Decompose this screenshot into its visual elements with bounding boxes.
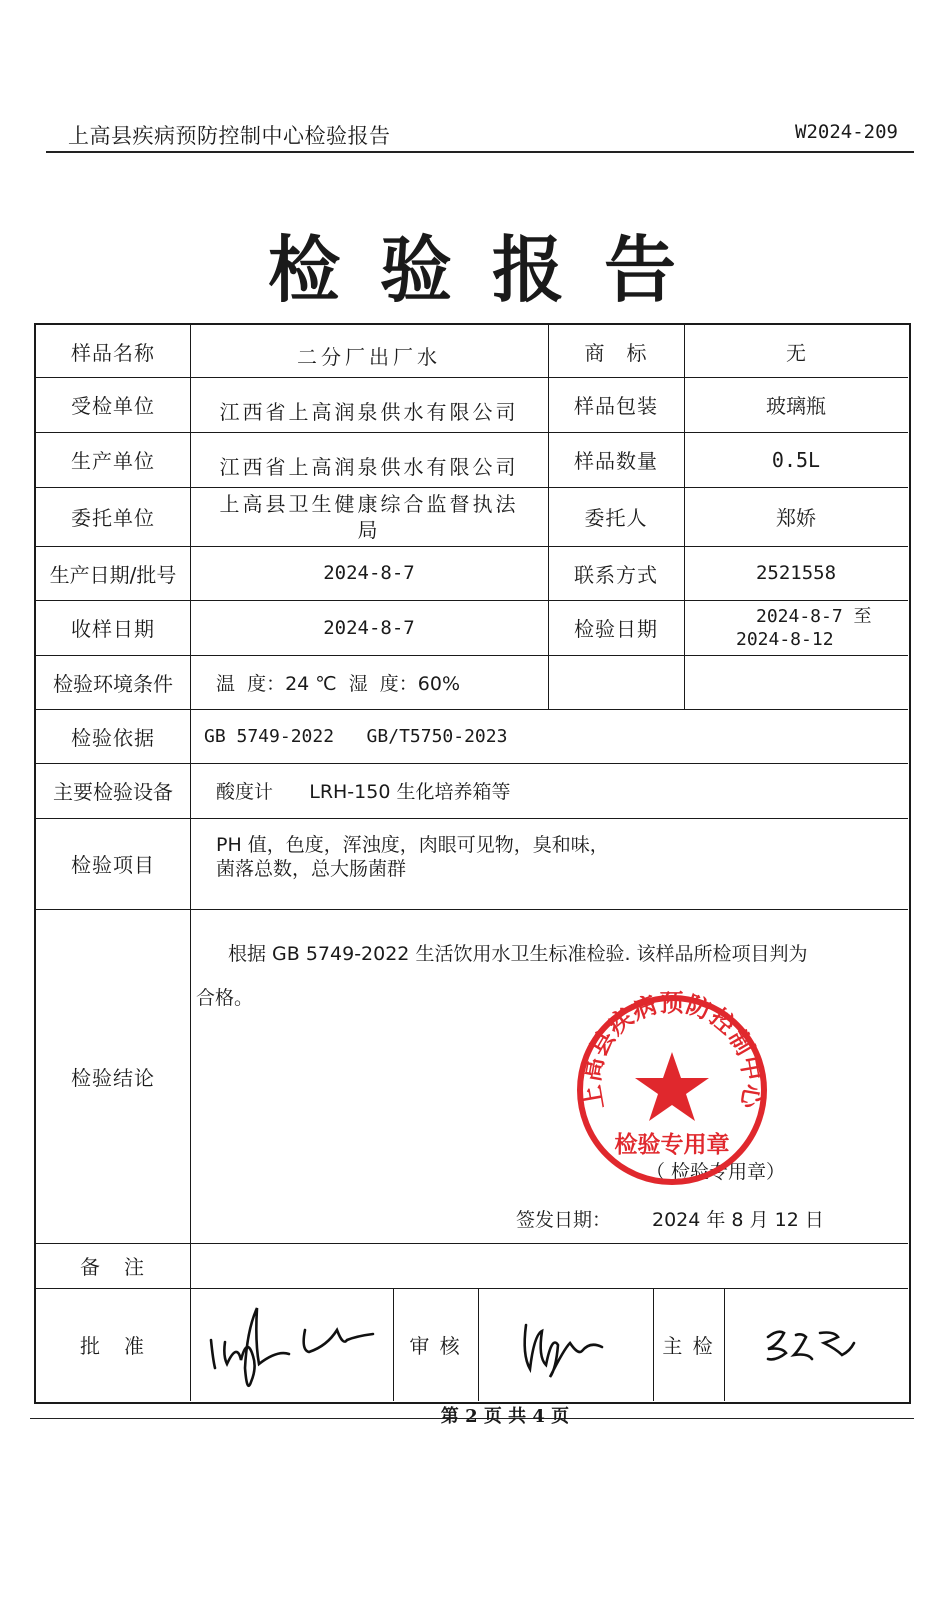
- equipment-value: 酸度计 LRH-150 生化培养箱等: [216, 781, 511, 803]
- contact-value: 2521558: [755, 562, 837, 584]
- inspector-signature: [724, 1288, 904, 1401]
- basis-value: GB 5749-2022 GB/T5750-2023: [204, 725, 508, 747]
- seal-text-top: 上高县疾病预防控制中心: [577, 990, 767, 1112]
- environment-label: 检验环境条件: [53, 671, 173, 696]
- official-seal: [572, 990, 772, 1190]
- items-line1: PH 值，色度，浑浊度，肉眼可见物，臭和味，: [216, 834, 609, 856]
- report-table: [34, 323, 911, 1404]
- issue-date-value: 2024 年 8 月 12 日: [652, 1208, 824, 1231]
- receive-date-value: 2024-8-7: [323, 616, 415, 639]
- packaging-value: 玻璃瓶: [766, 394, 826, 418]
- approve-signature: [190, 1288, 393, 1401]
- quantity-label: 样品数量: [574, 449, 658, 473]
- conclusion-text-line2: 合格。: [196, 986, 254, 1009]
- sample-name-value: 二分厂出厂水: [297, 344, 441, 369]
- inspector-label: 主 检: [662, 1334, 715, 1358]
- remarks-value: [190, 1243, 908, 1288]
- inspected-unit-label: 受检单位: [71, 394, 155, 418]
- inspected-unit-value: 江西省上高润泉供水有限公司: [219, 400, 519, 424]
- test-date-value: [684, 600, 908, 655]
- conclusion-label: 检验结论: [71, 1065, 155, 1090]
- entrusting-unit-value: [190, 487, 548, 546]
- report-number: W2024-209: [795, 121, 898, 143]
- basis-label: 检验依据: [71, 725, 155, 750]
- packaging-label: 样品包装: [574, 394, 658, 418]
- star-icon: [635, 1052, 709, 1121]
- environment-value: 温 度：24 ℃ 湿 度：60%: [216, 672, 461, 695]
- page-number: 第 2 页 共 4 页: [440, 1406, 570, 1427]
- items-value: [216, 833, 896, 881]
- org-report-header: 上高县疾病预防控制中心检验报告: [68, 124, 391, 148]
- client-label: 委托人: [584, 506, 648, 530]
- remarks-label: 备 注: [80, 1255, 146, 1279]
- test-date-label: 检验日期: [574, 617, 658, 641]
- issue-date-label: 签发日期：: [516, 1208, 612, 1231]
- sample-name-label: 样品名称: [71, 340, 155, 365]
- trademark-value: 无: [786, 340, 806, 365]
- prod-date-value: 2024-8-7: [323, 562, 415, 584]
- test-date-line1: 2024-8-7 至: [756, 605, 872, 627]
- items-label: 检验项目: [71, 853, 155, 877]
- review-label: 审 核: [409, 1334, 462, 1358]
- entrusting-unit-line1: 上高县卫生健康综合监督执法: [219, 491, 519, 516]
- quantity-value: 0.5L: [771, 447, 821, 472]
- producer-value: 江西省上高润泉供水有限公司: [219, 455, 519, 479]
- header-divider: [46, 151, 914, 153]
- contact-label: 联系方式: [574, 562, 658, 587]
- page-title: 检验报告: [267, 227, 716, 312]
- entrusting-unit-line2: 局: [357, 517, 381, 542]
- stamp-note: （ 检验专用章）: [646, 1160, 786, 1183]
- producer-label: 生产单位: [71, 449, 155, 473]
- review-signature: [478, 1288, 653, 1401]
- trademark-label: 商 标: [584, 340, 648, 365]
- approve-label: 批 准: [80, 1334, 146, 1358]
- seal-text-bottom: 检验专用章: [614, 1132, 730, 1158]
- items-line2: 菌落总数，总大肠菌群: [216, 858, 407, 880]
- equipment-label: 主要检验设备: [53, 780, 173, 804]
- receive-date-label: 收样日期: [71, 617, 155, 641]
- entrusting-unit-label: 委托单位: [71, 506, 155, 530]
- client-value: 郑娇: [776, 506, 816, 530]
- test-date-line2: 2024-8-12: [736, 628, 834, 650]
- conclusion-text-line1: 根据 GB 5749-2022 生活饮用水卫生标准检验. 该样品所检项目判为: [228, 942, 808, 965]
- prod-date-label: 生产日期/批号: [49, 562, 177, 587]
